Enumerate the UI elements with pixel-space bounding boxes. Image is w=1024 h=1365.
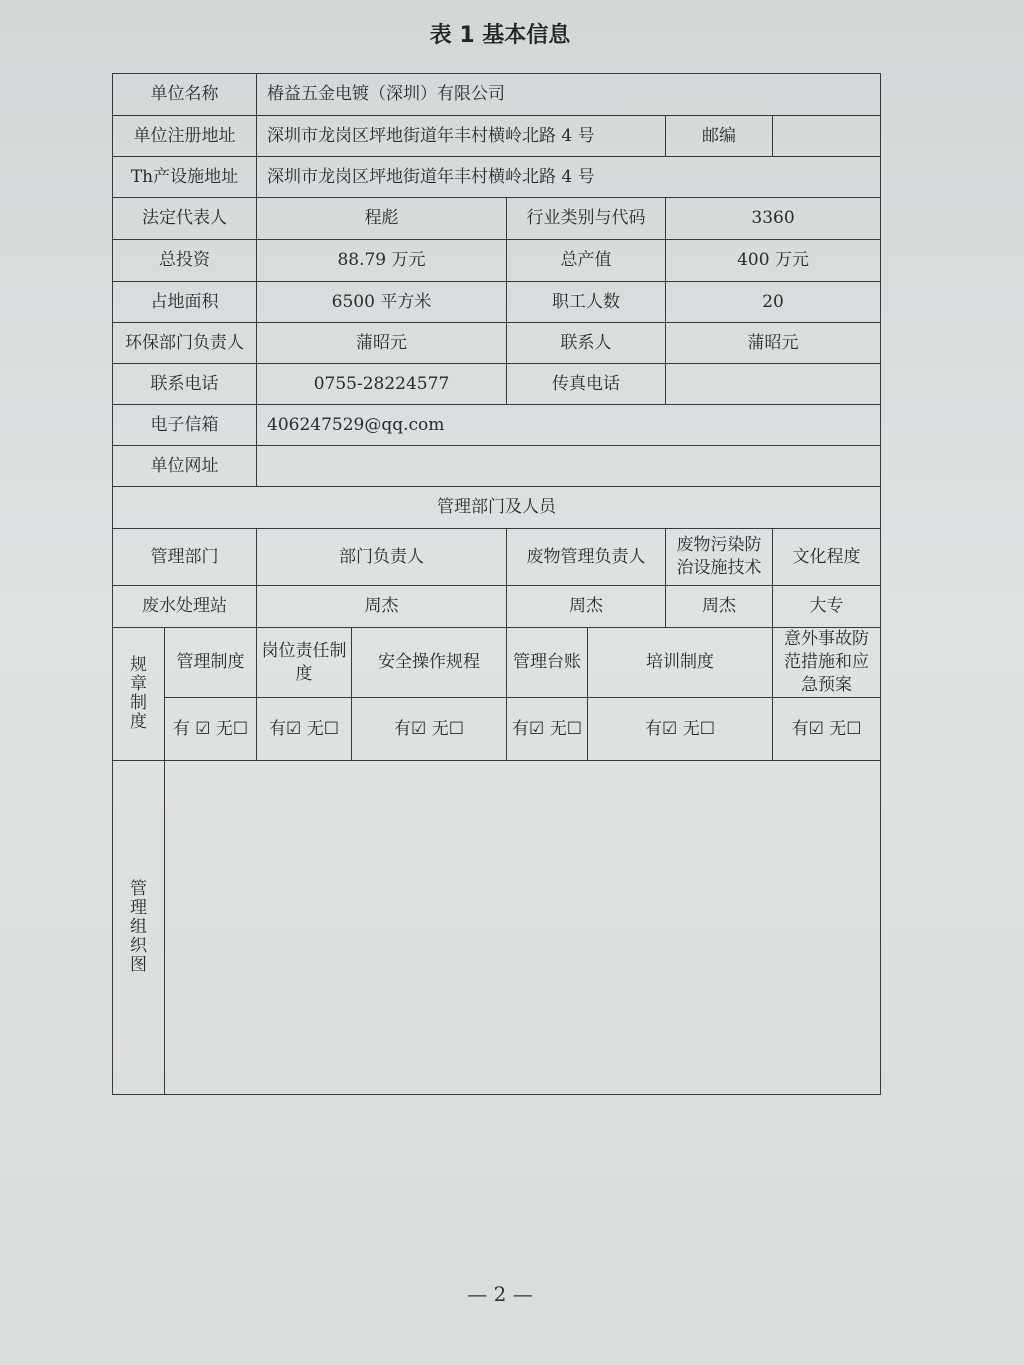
mgmt-value-dept-head: 周杰 bbox=[257, 586, 507, 628]
page-title: 表 1 基本信息 bbox=[429, 23, 571, 48]
legal-rep-value: 程彪 bbox=[257, 198, 507, 240]
industry-value: 3360 bbox=[666, 198, 881, 240]
phone-label: 联系电话 bbox=[113, 364, 257, 405]
rules-header-training: 培训制度 bbox=[588, 628, 773, 698]
unit-name-value: 椿益五金电镀（深圳）有限公司 bbox=[257, 74, 881, 116]
row-area bbox=[113, 282, 881, 323]
postcode-value bbox=[773, 116, 881, 157]
mgmt-header-tech: 废物污染防治设施技术 bbox=[666, 529, 773, 586]
row-org-chart bbox=[113, 761, 881, 1095]
investment-label: 总投资 bbox=[113, 240, 257, 282]
rules-value-emergency: 有☑ 无☐ bbox=[773, 698, 881, 761]
contact-value: 蒲昭元 bbox=[666, 323, 881, 364]
rules-header-system: 管理制度 bbox=[165, 628, 257, 698]
row-rules-headers bbox=[113, 628, 881, 698]
investment-value: 88.79 万元 bbox=[257, 240, 507, 282]
rules-value-training: 有☑ 无☐ bbox=[588, 698, 773, 761]
unit-name-label: 单位名称 bbox=[113, 74, 257, 116]
rules-value-safety: 有☑ 无☐ bbox=[352, 698, 507, 761]
row-mgmt-section bbox=[113, 487, 881, 529]
output-label: 总产值 bbox=[507, 240, 666, 282]
rules-label: 规章制度 bbox=[130, 655, 147, 732]
page-number: — 2 — bbox=[467, 1282, 533, 1306]
rules-label-cell bbox=[113, 628, 165, 761]
reg-address-value: 深圳市龙岗区坪地街道年丰村横岭北路 4 号 bbox=[257, 116, 666, 157]
org-chart-label: 管理组织图 bbox=[130, 879, 147, 975]
row-phone bbox=[113, 364, 881, 405]
staff-label: 职工人数 bbox=[507, 282, 666, 323]
mgmt-header-waste-head: 废物管理负责人 bbox=[507, 529, 666, 586]
rules-value-system: 有 ☑ 无☐ bbox=[165, 698, 257, 761]
contact-label: 联系人 bbox=[507, 323, 666, 364]
phone-value: 0755-28224577 bbox=[257, 364, 507, 405]
email-label: 电子信箱 bbox=[113, 405, 257, 446]
row-unit-name bbox=[113, 74, 881, 116]
row-rules-values bbox=[113, 698, 881, 761]
env-head-value: 蒲昭元 bbox=[257, 323, 507, 364]
rules-header-emergency: 意外事故防范措施和应急预案 bbox=[773, 628, 881, 698]
row-reg-address bbox=[113, 116, 881, 157]
row-legal-rep bbox=[113, 198, 881, 240]
website-value bbox=[257, 446, 881, 487]
fax-value bbox=[666, 364, 881, 405]
row-investment bbox=[113, 240, 881, 282]
org-chart-label-cell bbox=[113, 761, 165, 1095]
website-label: 单位网址 bbox=[113, 446, 257, 487]
org-chart-area bbox=[165, 761, 881, 1095]
rules-header-duty: 岗位责任制度 bbox=[257, 628, 352, 698]
mgmt-value-waste-head: 周杰 bbox=[507, 586, 666, 628]
mgmt-value-education: 大专 bbox=[773, 586, 881, 628]
area-value: 6500 平方米 bbox=[257, 282, 507, 323]
row-website bbox=[113, 446, 881, 487]
mgmt-section-title: 管理部门及人员 bbox=[113, 487, 881, 529]
row-mgmt-headers bbox=[113, 529, 881, 586]
row-env-head bbox=[113, 323, 881, 364]
facility-address-label: Th产设施地址 bbox=[113, 157, 257, 198]
row-facility-address bbox=[113, 157, 881, 198]
mgmt-header-dept: 管理部门 bbox=[113, 529, 257, 586]
area-label: 占地面积 bbox=[113, 282, 257, 323]
rules-header-safety: 安全操作规程 bbox=[352, 628, 507, 698]
basic-info-table bbox=[112, 73, 881, 1095]
postcode-label: 邮编 bbox=[666, 116, 773, 157]
fax-label: 传真电话 bbox=[507, 364, 666, 405]
legal-rep-label: 法定代表人 bbox=[113, 198, 257, 240]
reg-address-label: 单位注册地址 bbox=[113, 116, 257, 157]
row-mgmt-values bbox=[113, 586, 881, 628]
facility-address-value: 深圳市龙岗区坪地街道年丰村横岭北路 4 号 bbox=[257, 157, 881, 198]
row-email bbox=[113, 405, 881, 446]
mgmt-header-education: 文化程度 bbox=[773, 529, 881, 586]
staff-value: 20 bbox=[666, 282, 881, 323]
industry-label: 行业类别与代码 bbox=[507, 198, 666, 240]
env-head-label: 环保部门负责人 bbox=[113, 323, 257, 364]
email-value: 406247529@qq.com bbox=[257, 405, 881, 446]
rules-header-ledger: 管理台账 bbox=[507, 628, 588, 698]
rules-value-duty: 有☑ 无☐ bbox=[257, 698, 352, 761]
output-value: 400 万元 bbox=[666, 240, 881, 282]
rules-value-ledger: 有☑ 无☐ bbox=[507, 698, 588, 761]
mgmt-value-dept: 废水处理站 bbox=[113, 586, 257, 628]
mgmt-header-dept-head: 部门负责人 bbox=[257, 529, 507, 586]
mgmt-value-tech: 周杰 bbox=[666, 586, 773, 628]
